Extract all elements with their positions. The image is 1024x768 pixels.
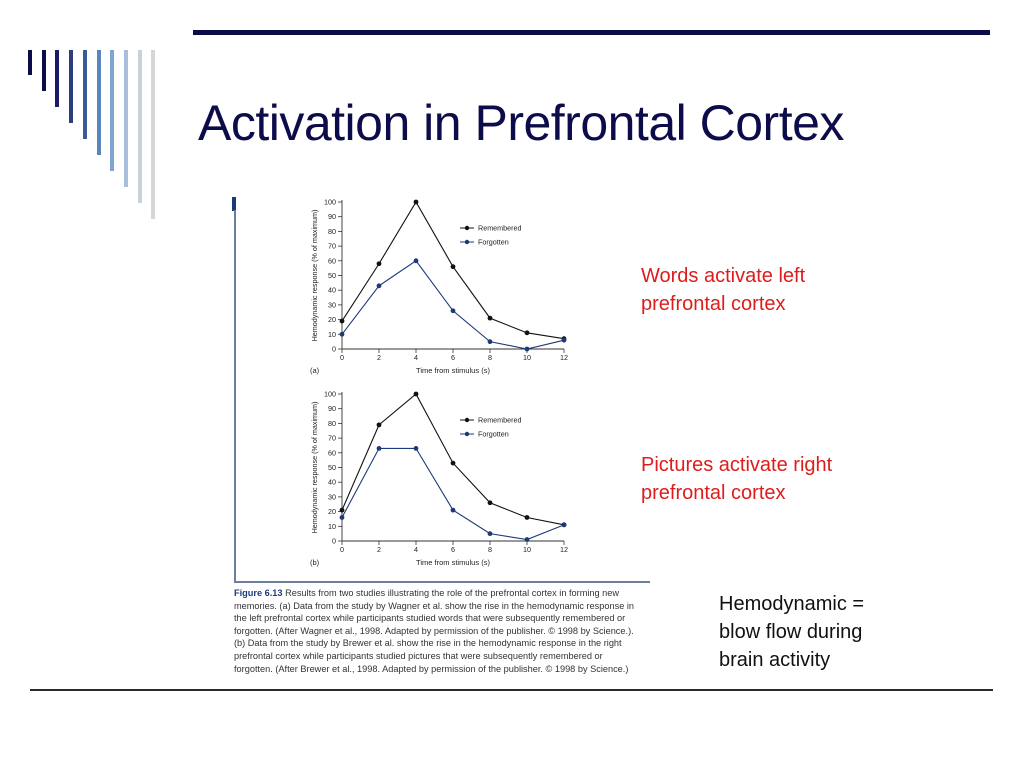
data-point-remembered (414, 392, 419, 397)
chart-figure (290, 192, 590, 577)
decorative-stripe (28, 50, 32, 75)
legend-swatch-marker (465, 226, 469, 230)
decorative-stripe (83, 50, 87, 139)
data-point-forgotten (340, 332, 345, 337)
top-rule (193, 30, 990, 35)
data-point-forgotten (414, 258, 419, 263)
decorative-stripe (110, 50, 114, 171)
data-point-forgotten (377, 446, 382, 451)
data-point-forgotten (525, 347, 530, 352)
figure-caption-text: memories. (a) Data from the study by Wagner et al. show the rise in the hemodynamic response in (234, 600, 635, 611)
y-tick-label: 70 (328, 241, 336, 251)
data-point-forgotten (525, 537, 530, 542)
decorative-stripes (28, 50, 168, 210)
data-point-remembered (488, 316, 493, 321)
data-point-forgotten (488, 339, 493, 344)
y-tick-label: 80 (328, 418, 336, 428)
decorative-stripe (124, 50, 128, 187)
hemodynamic-definition-note: Hemodynamic = blow flow during brain activity (719, 593, 865, 671)
x-tick-label: 4 (414, 545, 418, 554)
data-point-forgotten (377, 283, 382, 288)
y-tick-label: 10 (328, 521, 336, 531)
y-tick-label: 60 (328, 448, 336, 458)
y-axis-label: Hemodynamic response (% of maximum) (310, 209, 319, 342)
figure-frame-accent (232, 197, 236, 211)
data-point-forgotten (451, 308, 456, 313)
figure-frame-bottom-line (234, 581, 650, 583)
series-line-remembered (342, 202, 564, 339)
y-tick-label: 90 (328, 404, 336, 414)
y-tick-label: 100 (324, 389, 336, 399)
decorative-stripe (55, 50, 59, 107)
bottom-rule (30, 689, 993, 691)
y-tick-label: 90 (328, 212, 336, 222)
panel-label: (b) (310, 558, 320, 567)
y-tick-label: 80 (328, 226, 336, 236)
x-axis-label: Time from stimulus (s) (416, 558, 490, 567)
figure-caption (234, 587, 654, 675)
pictures-note: Pictures activate right prefrontal cortex (641, 454, 833, 504)
y-tick-label: 20 (328, 315, 336, 325)
decorative-stripe (42, 50, 46, 91)
x-tick-label: 12 (560, 545, 568, 554)
data-point-forgotten (488, 531, 493, 536)
y-tick-label: 40 (328, 285, 336, 295)
data-point-remembered (340, 319, 345, 324)
slide-title: Activation in Prefrontal Cortex (198, 95, 844, 151)
x-tick-label: 2 (377, 545, 381, 554)
legend-swatch-marker (465, 432, 469, 436)
data-point-remembered (525, 330, 530, 335)
x-tick-label: 8 (488, 353, 492, 362)
legend-swatch-marker (465, 418, 469, 422)
x-tick-label: 0 (340, 353, 344, 362)
y-tick-label: 40 (328, 477, 336, 487)
data-point-remembered (340, 508, 345, 513)
data-point-remembered (377, 422, 382, 427)
y-tick-label: 0 (332, 344, 336, 354)
y-axis-label: Hemodynamic response (% of maximum) (310, 401, 319, 534)
series-line-forgotten (342, 261, 564, 349)
data-point-remembered (414, 200, 419, 205)
figure-caption-label: Figure 6.13 (234, 588, 283, 598)
figure-caption-text: forgotten. (After Wagner et al., 1998. Adapted by permission of the publisher. © 1998 by Science.). (234, 625, 634, 636)
legend-swatch-marker (465, 240, 469, 244)
y-tick-label: 0 (332, 536, 336, 546)
data-point-forgotten (340, 515, 345, 520)
legend-label: Forgotten (478, 429, 509, 439)
figure-caption-text: (b) Data from the study by Brewer et al. show the rise in the hemodynamic response in the right (234, 638, 622, 649)
figure-caption-text: Results from two studies illustrating the role of the prefrontal cortex in forming new (285, 588, 620, 598)
y-tick-label: 50 (328, 463, 336, 472)
y-tick-label: 50 (328, 271, 336, 280)
decorative-stripe (97, 50, 101, 155)
panel-label: (a) (310, 366, 320, 375)
x-tick-label: 0 (340, 545, 344, 554)
x-tick-label: 4 (414, 353, 418, 362)
x-tick-label: 10 (523, 545, 531, 554)
figure-frame-left-line (234, 210, 236, 582)
data-point-remembered (451, 264, 456, 269)
data-point-remembered (525, 515, 530, 520)
data-point-remembered (377, 261, 382, 266)
data-point-remembered (488, 500, 493, 505)
decorative-stripe (69, 50, 73, 123)
decorative-stripe (151, 50, 155, 219)
figure-caption-text: forgotten. (After Brewer et al., 1998. Adapted by permission of the publisher. © 1998 by Science.) (234, 663, 629, 674)
y-tick-label: 10 (328, 329, 336, 339)
y-tick-label: 30 (328, 492, 336, 502)
x-axis-label: Time from stimulus (s) (416, 366, 490, 375)
legend-label: Forgotten (478, 237, 509, 247)
decorative-stripe (138, 50, 142, 203)
y-tick-label: 30 (328, 300, 336, 310)
words-note: Words activate left prefrontal cortex (641, 265, 806, 315)
data-point-forgotten (562, 338, 567, 343)
y-tick-label: 60 (328, 256, 336, 266)
x-tick-label: 6 (451, 545, 455, 554)
series-line-remembered (342, 394, 564, 525)
figure-caption-text: prefrontal cortex while participants studied pictures that were subsequently remembered or (234, 650, 603, 661)
legend-label: Remembered (478, 415, 522, 425)
legend-label: Remembered (478, 223, 522, 233)
data-point-forgotten (451, 508, 456, 513)
y-tick-label: 100 (324, 197, 336, 207)
x-tick-label: 2 (377, 353, 381, 362)
figure-caption-text: the left prefrontal cortex while participants studied words that were subsequently remembered or (234, 613, 626, 624)
x-tick-label: 10 (523, 353, 531, 362)
x-tick-label: 8 (488, 545, 492, 554)
x-tick-label: 12 (560, 353, 568, 362)
y-tick-label: 20 (328, 507, 336, 517)
x-tick-label: 6 (451, 353, 455, 362)
data-point-forgotten (414, 446, 419, 451)
y-tick-label: 70 (328, 433, 336, 443)
data-point-remembered (451, 461, 456, 466)
data-point-forgotten (562, 522, 567, 527)
